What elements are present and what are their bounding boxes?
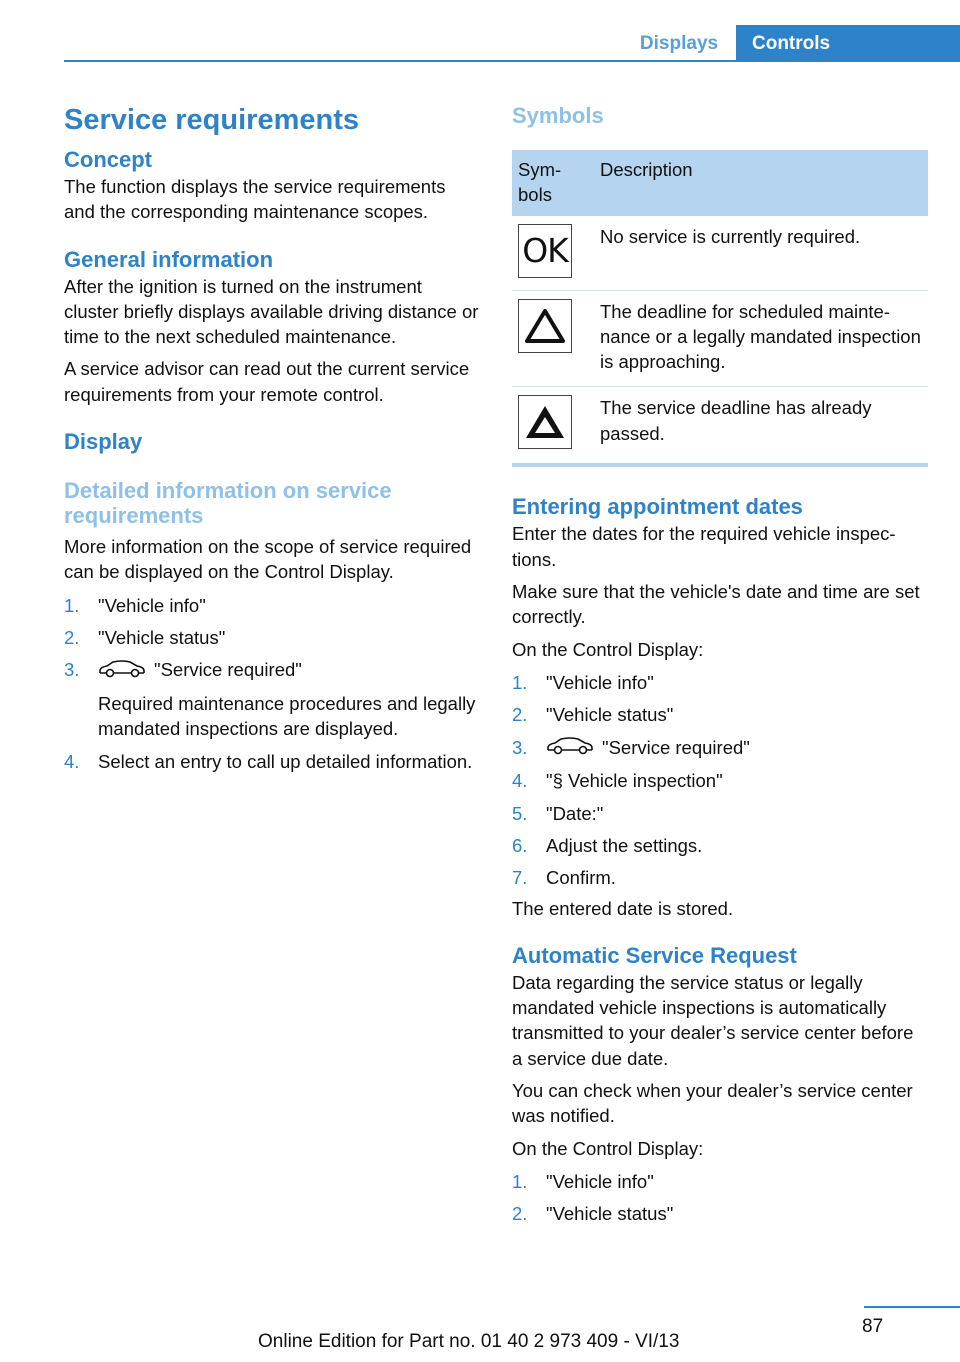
step-subtext: Required maintenance procedures and legally mandated inspections are displayed. [98,693,476,740]
list-item [64,657,480,741]
step-text: "Vehicle status" [98,626,226,648]
symbols-heading: Symbols [512,103,604,128]
table-row [512,216,928,291]
concept-heading: Concept [64,147,152,172]
list-item [512,670,928,695]
appointment-paragraph-1: Enter the dates for the required vehicle inspections. [512,523,896,570]
list-item [512,1201,928,1226]
row-description: The deadline for scheduled maintenance or a legally mandated inspection is approaching. [594,290,928,387]
step-number: 2. [64,626,80,648]
list-item [512,865,928,890]
step-text: "Vehicle info" [546,671,654,693]
table-row [512,290,928,387]
step-text: "Date:" [546,802,604,824]
step-text: Confirm. [546,867,616,889]
step-number: 1. [512,671,528,693]
auto-paragraph-1: Data regarding the service status or legally mandated vehicle inspections is automatically transmitted to your dealer’s service center before a service due date. [512,971,914,1069]
step-number: 2. [512,704,528,726]
list-item [64,625,480,650]
step-text: "Vehicle info" [546,1170,654,1192]
step-text: Adjust the settings. [546,834,703,856]
ok-symbol-text: OK [522,230,568,270]
page-title: Service requirements [64,104,359,136]
list-item [512,768,928,793]
step-number: 5. [512,802,528,824]
ok-symbol-icon [518,224,572,278]
concept-text: The function displays the service requirements and the corresponding maintenance scopes. [64,176,446,223]
car-icon [546,736,594,761]
step-text: "Service required" [154,659,302,681]
step-text: "Vehicle info" [98,594,206,616]
list-item [512,801,928,826]
appointment-steps [512,670,928,891]
list-item [512,1169,928,1194]
edition-text: Online Edition for Part no. 01 40 2 973 409 - VI/13 [258,1331,680,1352]
step-number: 4. [512,770,528,792]
tab-displays[interactable]: Displays [639,33,719,54]
display-heading: Display [64,429,143,455]
step-text: "Service required" [602,736,750,758]
step-number: 2. [512,1203,528,1225]
appointment-paragraph-3: On the Control Display: [512,638,704,660]
auto-steps [512,1169,928,1227]
detail-text: More information on the scope of service required can be displayed on the Control Display. [64,536,472,583]
auto-paragraph-3: On the Control Display: [512,1137,704,1159]
page-number: 87 [862,1316,884,1337]
table-header-row [512,150,928,216]
general-paragraph-1: After the ignition is turned on the instrument cluster briefly displays available driving distance or time to the next scheduled maintenance. [64,275,479,348]
general-paragraph-2: A service advisor can read out the current service requirements from your remote control. [64,358,470,405]
table-header-description: Description [594,150,928,216]
step-text: "§ Vehicle inspection" [546,770,723,792]
warning-triangle-outline-icon [518,299,572,353]
table-header-symbols: Symbols [512,150,594,216]
symbols-table [512,150,928,467]
auto-paragraph-2: You can check when your dealer’s service center was notified. [512,1079,913,1127]
right-column [512,96,928,1233]
list-item [64,593,480,618]
appointment-after: The entered date is stored. [512,897,734,919]
step-number: 3. [64,659,80,681]
left-column [64,96,480,781]
list-item [512,735,928,762]
table-row [512,387,928,466]
detail-heading: Detailed information on service requirements [64,478,392,529]
detail-steps [64,593,480,774]
appointment-heading: Entering appointment dates [512,494,803,520]
step-number: 7. [512,867,528,889]
tab-controls[interactable]: Controls [736,25,960,62]
step-text: "Vehicle status" [546,1203,674,1225]
list-item [64,749,480,774]
step-number: 4. [64,750,80,772]
warning-triangle-filled-icon [518,395,572,449]
step-text: Select an entry to call up detailed information. [98,750,473,772]
footer-rule [864,1306,960,1308]
step-number: 3. [512,736,528,758]
step-number: 1. [512,1170,528,1192]
appointment-paragraph-2: Make sure that the vehicle's date and time are set correctly. [512,581,920,628]
step-text: "Vehicle status" [546,704,674,726]
car-icon [98,659,146,684]
list-item [512,702,928,727]
auto-service-heading: Automatic Service Request [512,942,797,968]
step-number: 1. [64,594,80,616]
step-number: 6. [512,834,528,856]
list-item [512,833,928,858]
row-description: No service is currently required. [594,216,928,291]
row-description: The service deadline has already passed. [594,387,928,466]
general-heading: General information [64,246,274,272]
